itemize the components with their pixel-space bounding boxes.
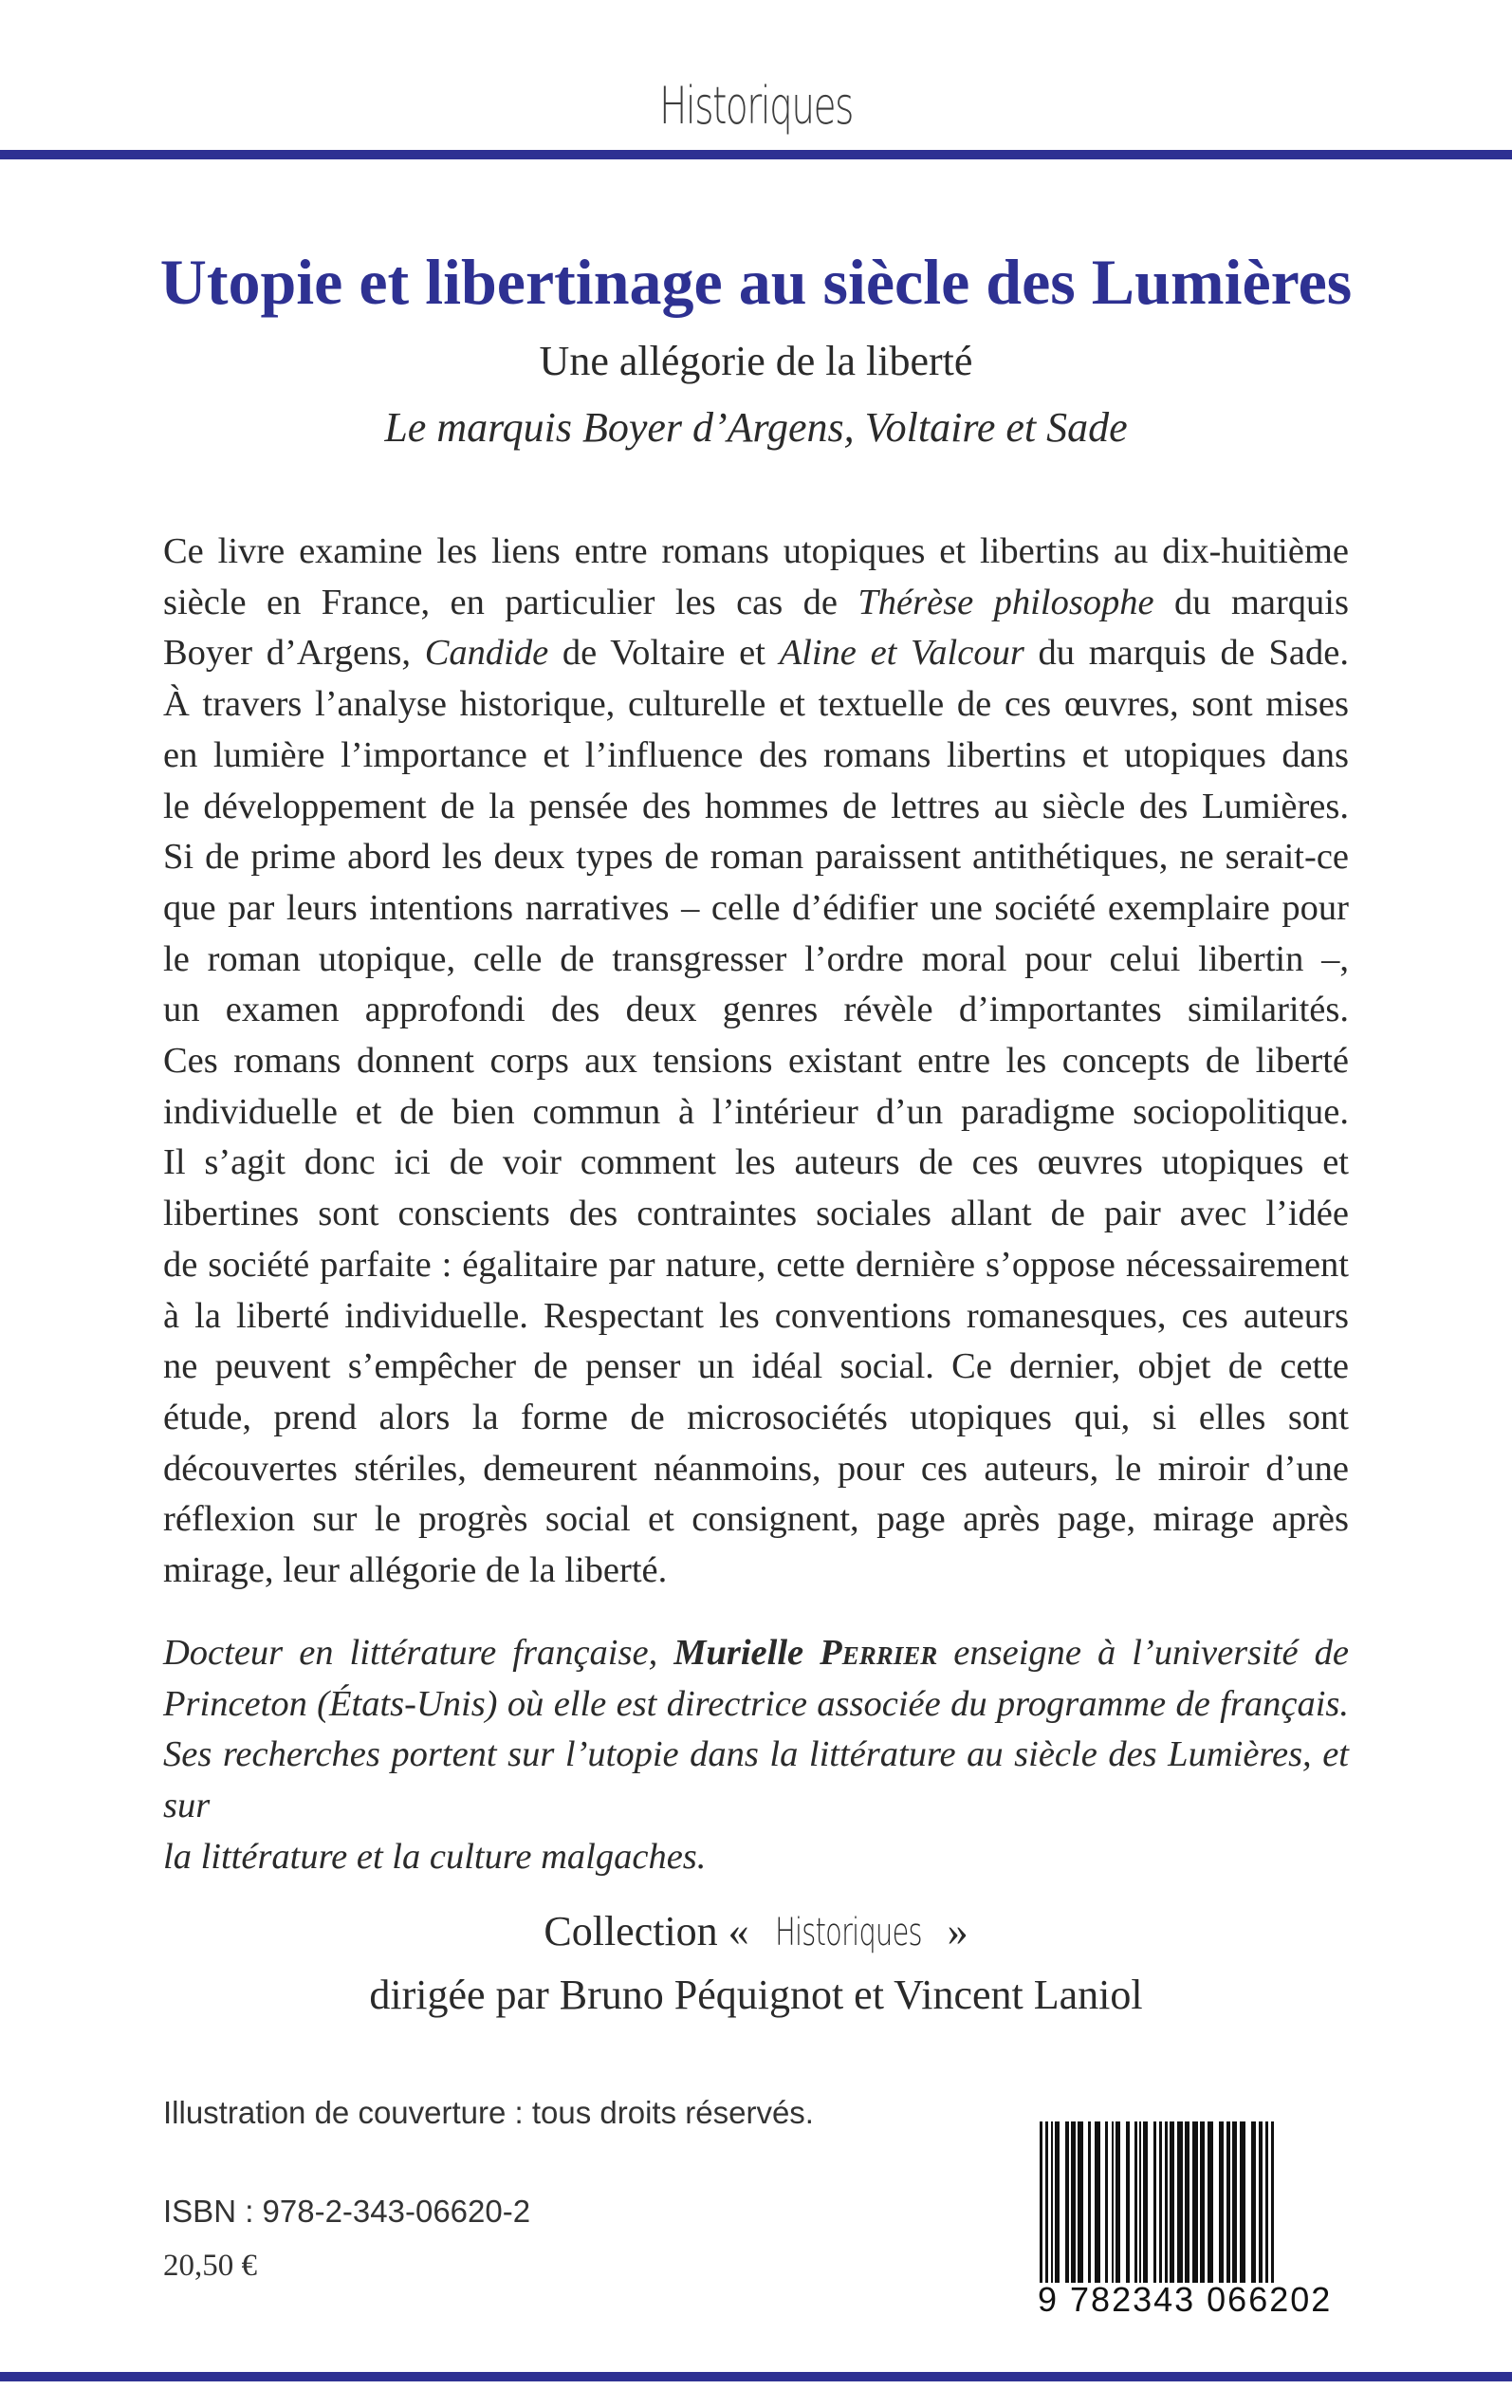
barcode-bar	[1208, 2121, 1213, 2283]
barcode-bar	[1126, 2121, 1130, 2283]
abstract-line: libertines sont conscients des contraintes sociales allant de pair avec l’idée	[163, 1194, 1349, 1234]
barcode-bar	[1185, 2121, 1189, 2283]
barcode-bar	[1170, 2121, 1174, 2283]
abstract-line: réflexion sur le progrès social et consignent, page après page, mirage après	[163, 1499, 1349, 1540]
barcode-bar	[1165, 2121, 1168, 2283]
barcode-bar	[1192, 2121, 1198, 2283]
abstract-line: Ces romans donnent corps aux tensions existant entre les concepts de liberté	[163, 1041, 1349, 1082]
abstract-line: à la liberté individuelle. Respectant les conventions romanesques, ces auteurs	[163, 1295, 1349, 1336]
author-bio	[163, 1628, 1349, 1883]
bottom-rule	[0, 2372, 1512, 2381]
barcode-bar	[1226, 2121, 1230, 2283]
barcode-bar	[1105, 2121, 1108, 2283]
book-subtitle: Une allégorie de la liberté	[539, 338, 973, 384]
price: 20,50 €	[163, 2249, 257, 2283]
cover-credit: Illustration de couverture : tous droits réservés.	[163, 2095, 814, 2130]
barcode-bar	[1040, 2121, 1042, 2283]
collection-prefix: Collection «	[544, 1908, 760, 1954]
barcode-bar	[1095, 2121, 1100, 2283]
author-last-name: Perrier	[820, 1633, 938, 1673]
abstract-line: Si de prime abord les deux types de roman paraissent antithétiques, ne serait-ce	[163, 837, 1349, 878]
collection-directors: dirigée par Bruno Péquignot et Vincent Laniol	[369, 1972, 1143, 2018]
abstract-line: le développement de la pensée des hommes de lettres au siècle des Lumières.	[163, 786, 1349, 826]
barcode-bar	[1265, 2121, 1268, 2283]
barcode-bar	[1251, 2121, 1256, 2283]
abstract-line: un examen approfondi des deux genres révèle d’importantes similarités.	[163, 990, 1349, 1030]
abstract-line: individuelle et de bien commun à l’intérieur d’un paradigme sociopolitique.	[163, 1091, 1349, 1132]
bio-text: enseigne à l’université de	[937, 1633, 1349, 1673]
work-title: Thérèse philosophe	[857, 582, 1154, 622]
barcode-bar	[1134, 2121, 1137, 2283]
barcode-bar	[1153, 2121, 1156, 2283]
author-name	[673, 1633, 937, 1673]
barcode-bar	[1051, 2121, 1053, 2283]
barcode-bar	[1143, 2121, 1148, 2283]
barcode-bar	[1116, 2121, 1120, 2283]
barcode-bar	[1259, 2121, 1263, 2283]
series-logo: Historiques	[659, 76, 853, 136]
abstract-line: découvertes stériles, demeurent néanmoins, pour ces auteurs, le miroir d’une	[163, 1448, 1349, 1489]
abstract	[163, 527, 1349, 1597]
bio-line: Ses recherches portent sur l’utopie dans la littérature au siècle des Lumières, et sur	[163, 1734, 1349, 1826]
work-title: Candide	[424, 633, 549, 674]
barcode-bar	[1159, 2121, 1162, 2283]
barcode-bar	[1088, 2121, 1091, 2283]
barcode-bar	[1071, 2121, 1076, 2283]
work-title: Aline et Valcour	[779, 633, 1024, 674]
book-subtitle-authors: Le marquis Boyer d’Argens, Voltaire et Sade	[384, 404, 1128, 451]
bio-line: la littérature et la culture malgaches.	[163, 1836, 707, 1877]
isbn: ISBN : 978-2-343-06620-2	[163, 2194, 531, 2229]
abstract-line: étude, prend alors la forme de microsociétés utopiques qui, si elles sont	[163, 1397, 1349, 1437]
abstract-line: de société parfaite : égalitaire par nature, cette dernière s’oppose nécessairement	[163, 1244, 1349, 1285]
abstract-line: ne peuvent s’empêcher de penser un idéal social. Ce dernier, objet de cette	[163, 1346, 1349, 1387]
collection-series-logo: Historiques	[774, 1911, 922, 1954]
barcode-bar	[1055, 2121, 1060, 2283]
abstract-line: le roman utopique, celle de transgresser l’ordre moral pour celui libertin –,	[163, 938, 1349, 979]
abstract-line: À travers l’analyse historique, culturelle et textuelle de ces œuvres, sont mises	[163, 684, 1349, 725]
bio-line: Princeton (États-Unis) où elle est directrice associée du programme de français.	[163, 1683, 1349, 1724]
collection-suffix: »	[936, 1908, 968, 1954]
barcode-digits: 9 782343 066202	[1038, 2280, 1333, 2319]
top-rule	[0, 150, 1512, 159]
barcode-bar	[1078, 2121, 1083, 2283]
barcode-bar	[1177, 2121, 1183, 2283]
barcode-bar	[1065, 2121, 1069, 2283]
barcode-bar	[1112, 2121, 1114, 2283]
barcode-bar	[1240, 2121, 1245, 2283]
abstract-line: Ce livre examine les liens entre romans utopiques et libertins au dix-huitième	[163, 531, 1349, 571]
abstract-line: Il s’agit donc ici de voir comment les auteurs de ces œuvres utopiques et	[163, 1142, 1349, 1183]
author-first-name: Murielle	[673, 1633, 821, 1673]
abstract-line: en lumière l’importance et l’influence des romans libertins et utopiques dans	[163, 734, 1349, 775]
barcode-bar	[1271, 2121, 1274, 2283]
abstract-line: mirage, leur allégorie de la liberté.	[163, 1550, 668, 1591]
book-title: Utopie et libertinage au siècle des Lumières	[159, 246, 1353, 318]
bio-text: Docteur en littérature française,	[163, 1633, 674, 1673]
barcode-bar	[1139, 2121, 1141, 2283]
barcode-bars	[1034, 2121, 1339, 2283]
abstract-line: Boyer d’Argens, Candide de Voltaire et Aline et Valcour du marquis de Sade.	[163, 633, 1349, 674]
barcode-bar	[1200, 2121, 1205, 2283]
abstract-line: que par leurs intentions narratives – celle d’édifier une société exemplaire pour	[163, 887, 1349, 928]
collection-line	[0, 1907, 1512, 1955]
abstract-line: siècle en France, en particulier les cas de Thérèse philosophe du marquis	[163, 582, 1349, 622]
barcode-bar	[1219, 2121, 1224, 2283]
barcode-bar	[1045, 2121, 1048, 2283]
bio-line	[163, 1628, 1349, 1679]
barcode-bar	[1232, 2121, 1237, 2283]
